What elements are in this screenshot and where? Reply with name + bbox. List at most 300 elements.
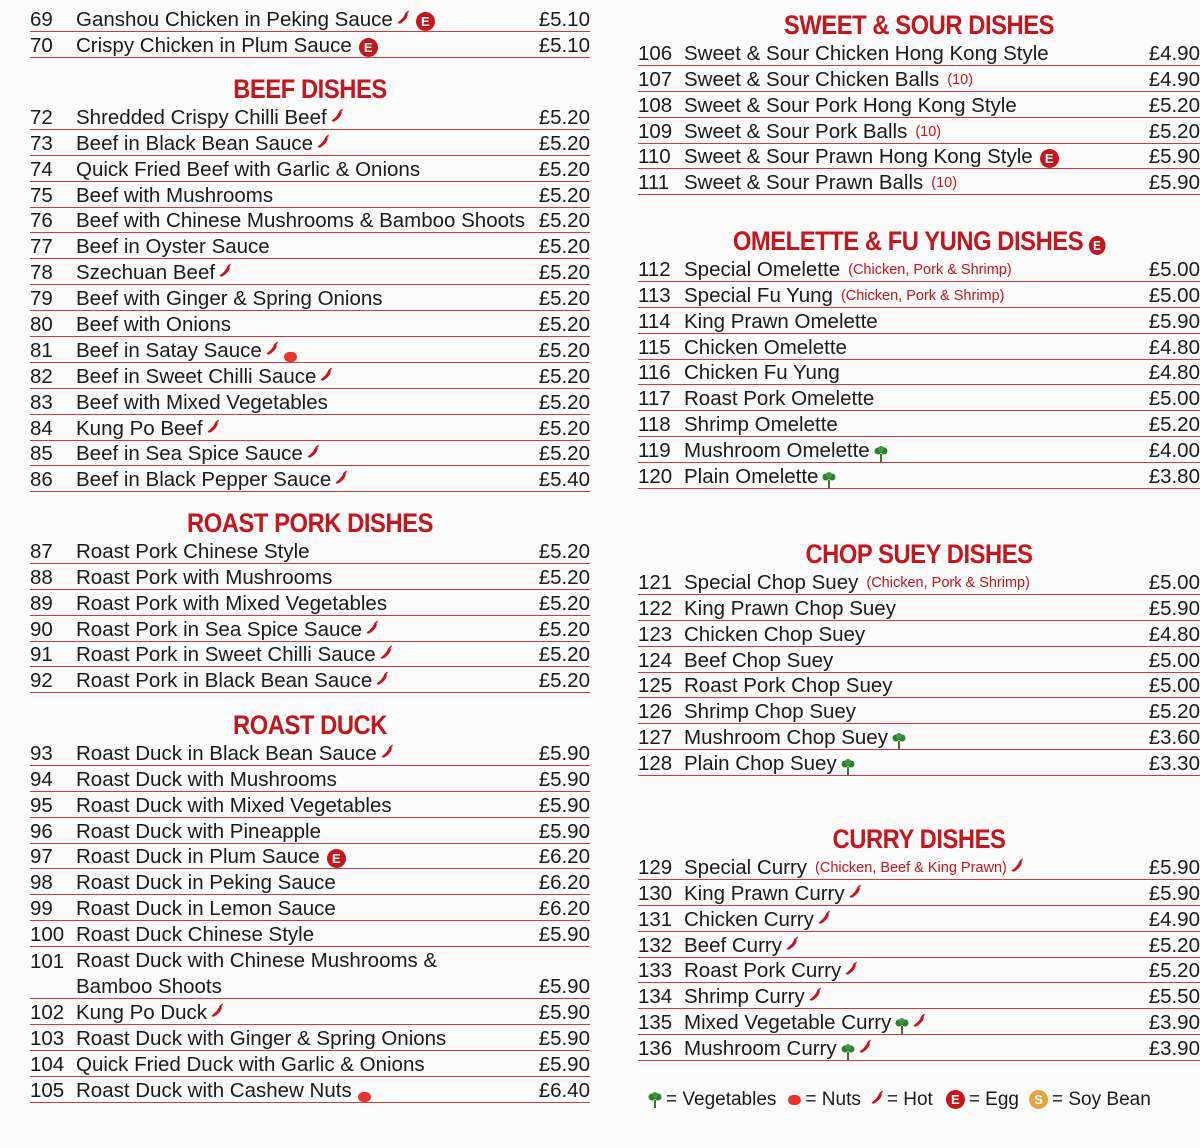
item-name-text: Plain Omelette bbox=[684, 465, 819, 489]
item-note: (10) bbox=[947, 71, 974, 88]
vegetable-icon bbox=[648, 1092, 662, 1108]
item-name-text: Chicken Omelette bbox=[684, 335, 847, 359]
menu-item-row bbox=[638, 360, 1200, 386]
item-price: £5.90 bbox=[538, 1052, 590, 1076]
hot-chilli-icon bbox=[362, 616, 381, 642]
legend-item bbox=[786, 1089, 860, 1111]
item-name bbox=[76, 365, 530, 388]
item-name bbox=[684, 69, 1140, 91]
menu-item-row bbox=[638, 1009, 1200, 1035]
item-number: 88 bbox=[30, 565, 53, 589]
item-name-text: Roast Duck with Mushrooms bbox=[76, 767, 337, 791]
legend-item bbox=[943, 1089, 1019, 1111]
menu-item-row bbox=[30, 616, 590, 642]
item-name-text: Roast Pork with Mushrooms bbox=[76, 565, 333, 589]
menu-item-row bbox=[638, 169, 1200, 195]
item-name bbox=[76, 159, 530, 181]
item-number: 101 bbox=[30, 950, 65, 974]
egg-icon: E bbox=[1088, 236, 1105, 255]
menu-item-row bbox=[30, 415, 590, 441]
menu-item-row bbox=[30, 104, 590, 130]
menu-item-row bbox=[30, 590, 590, 616]
item-name-text: Beef Curry bbox=[684, 933, 782, 957]
hot-chilli-icon bbox=[203, 415, 222, 441]
item-name bbox=[76, 669, 530, 692]
item-number: 84 bbox=[30, 416, 53, 440]
item-price: £5.00 bbox=[1148, 570, 1200, 594]
item-name bbox=[684, 388, 1140, 410]
item-note: (Chicken, Pork & Shrimp) bbox=[840, 287, 1005, 304]
item-name-text: Sweet & Sour Pork Hong Kong Style bbox=[684, 93, 1017, 117]
item-name bbox=[76, 442, 530, 465]
item-name bbox=[684, 1011, 1140, 1034]
item-price: £5.20 bbox=[1148, 959, 1200, 983]
item-name bbox=[76, 924, 530, 946]
menu-item-row bbox=[30, 869, 590, 895]
item-name bbox=[684, 146, 1140, 168]
item-name bbox=[76, 567, 530, 589]
section-title-text: OMELETTE & FU YUNG DISHES bbox=[732, 226, 1084, 256]
menu-section bbox=[638, 539, 1200, 776]
item-name-text: Chicken Fu Yung bbox=[684, 361, 840, 385]
item-name bbox=[684, 43, 1140, 65]
hot-chilli-icon bbox=[1007, 855, 1026, 881]
item-number: 117 bbox=[638, 387, 671, 411]
item-name-text: Szechuan Beef bbox=[76, 261, 216, 285]
item-name bbox=[684, 701, 1140, 723]
item-number: 75 bbox=[30, 183, 53, 207]
hot-chilli-icon bbox=[373, 668, 392, 694]
item-name-text: Roast Duck with Cashew Nuts bbox=[76, 1078, 352, 1102]
item-note: (10) bbox=[931, 175, 958, 192]
item-name-text: Roast Duck with Chinese Mushrooms & bbox=[76, 949, 438, 973]
item-name bbox=[76, 541, 530, 563]
menu-item-row bbox=[638, 906, 1200, 932]
menu-item-row bbox=[638, 595, 1200, 621]
item-name-text: Roast Duck with Mixed Vegetables bbox=[76, 793, 392, 817]
item-name-text: King Prawn Omelette bbox=[684, 309, 878, 333]
item-name bbox=[684, 285, 1140, 307]
item-name bbox=[76, 846, 530, 868]
item-number: 69 bbox=[30, 7, 53, 31]
item-name-text: Roast Pork in Black Bean Sauce bbox=[76, 669, 373, 693]
vegetable-icon bbox=[841, 759, 855, 775]
section-title-text: CURRY DISHES bbox=[832, 824, 1006, 854]
item-name-text: Roast Duck in Peking Sauce bbox=[76, 871, 336, 895]
item-price: £5.20 bbox=[538, 313, 590, 337]
item-number: 133 bbox=[638, 959, 673, 983]
item-price: £3.60 bbox=[1148, 726, 1200, 750]
item-number: 116 bbox=[638, 361, 671, 385]
item-number: 109 bbox=[638, 119, 673, 143]
item-name bbox=[76, 288, 530, 310]
section-title-text: ROAST PORK DISHES bbox=[186, 508, 433, 538]
item-price: £4.00 bbox=[1148, 439, 1200, 463]
item-note: (Chicken, Beef & King Prawn) bbox=[815, 859, 1007, 876]
item-price: £5.20 bbox=[538, 287, 590, 311]
section-title bbox=[64, 710, 557, 740]
item-name-text: Kung Po Duck bbox=[76, 1001, 208, 1025]
item-name bbox=[76, 468, 530, 491]
legend-label: = Hot bbox=[886, 1088, 933, 1110]
legend bbox=[648, 1088, 1151, 1111]
menu-item-row bbox=[30, 208, 590, 234]
menu-item-row bbox=[638, 673, 1200, 699]
item-name bbox=[76, 742, 530, 765]
item-price: £5.20 bbox=[538, 105, 590, 129]
egg-icon: E bbox=[1040, 149, 1059, 168]
item-price: £3.90 bbox=[1148, 1011, 1200, 1035]
hot-chilli-icon bbox=[910, 1010, 929, 1036]
nuts-icon bbox=[284, 352, 297, 362]
menu-item-row bbox=[30, 766, 590, 792]
item-number: 115 bbox=[638, 335, 671, 359]
item-price: £5.10 bbox=[538, 7, 590, 31]
section-title-text: BEEF DISHES bbox=[233, 74, 387, 104]
hot-chilli-icon bbox=[262, 338, 281, 364]
item-number: 72 bbox=[30, 105, 53, 129]
item-number: 80 bbox=[30, 313, 53, 337]
menu-item-row bbox=[30, 466, 590, 492]
item-number: 120 bbox=[638, 465, 673, 489]
hot-chilli-icon bbox=[215, 260, 234, 286]
item-price: £5.20 bbox=[538, 416, 590, 440]
item-number: 79 bbox=[30, 287, 53, 311]
item-name-text: Beef with Ginger & Spring Onions bbox=[76, 287, 383, 311]
item-name-text: Roast Pork Curry bbox=[684, 959, 842, 983]
item-name-text: Roast Pork Omelette bbox=[684, 387, 875, 411]
menu-item-row bbox=[638, 958, 1200, 984]
hot-chilli-icon bbox=[376, 642, 395, 668]
item-name-continued: Bamboo Shoots bbox=[76, 975, 222, 999]
item-name-text: Beef Chop Suey bbox=[684, 648, 834, 672]
egg-icon: E bbox=[327, 849, 346, 868]
item-number: 132 bbox=[638, 933, 673, 957]
item-name bbox=[684, 95, 1140, 117]
item-price: £6.40 bbox=[538, 1078, 590, 1102]
hot-chilli-icon bbox=[855, 1036, 874, 1062]
item-name bbox=[684, 311, 1140, 333]
menu-item-row bbox=[638, 698, 1200, 724]
item-name-text: Sweet & Sour Pork Balls bbox=[684, 119, 908, 143]
vegetable-icon bbox=[895, 1018, 909, 1034]
hot-chilli-icon bbox=[313, 130, 332, 156]
menu-item-row bbox=[30, 740, 590, 766]
item-number: 135 bbox=[638, 1011, 673, 1035]
item-number: 134 bbox=[638, 985, 673, 1009]
item-name-text: Mushroom Omelette bbox=[684, 439, 870, 463]
item-name-text: Roast Pork with Mixed Vegetables bbox=[76, 591, 388, 615]
item-name-text: Shrimp Omelette bbox=[684, 413, 838, 437]
item-name bbox=[76, 339, 530, 362]
item-price: £5.20 bbox=[538, 338, 590, 362]
item-number: 96 bbox=[30, 819, 53, 843]
item-price: £3.80 bbox=[1148, 465, 1200, 489]
menu-item-row bbox=[638, 1035, 1200, 1061]
item-name bbox=[684, 1037, 1140, 1060]
legend-label: = Egg bbox=[968, 1088, 1019, 1110]
hot-chilli-icon bbox=[845, 880, 864, 906]
item-name bbox=[76, 106, 530, 129]
item-name-text: Roast Pork in Sweet Chilli Sauce bbox=[76, 643, 376, 667]
menu-item-row bbox=[638, 437, 1200, 463]
item-price: £5.90 bbox=[538, 923, 590, 947]
item-name bbox=[684, 624, 1140, 646]
menu-item-row bbox=[30, 130, 590, 156]
menu-item-row bbox=[638, 144, 1200, 170]
item-name bbox=[684, 414, 1140, 436]
item-number: 107 bbox=[638, 67, 673, 91]
soy-bean-icon: S bbox=[1029, 1090, 1048, 1109]
item-price: £5.00 bbox=[1148, 674, 1200, 698]
legend-label: = Vegetables bbox=[666, 1088, 777, 1110]
hot-chilli-icon bbox=[207, 1000, 226, 1026]
section-title bbox=[672, 226, 1167, 256]
item-note: (Chicken, Pork & Shrimp) bbox=[848, 261, 1012, 278]
item-price: £5.00 bbox=[1148, 648, 1200, 672]
item-number: 130 bbox=[638, 881, 673, 905]
item-price: £5.20 bbox=[538, 669, 590, 693]
hot-chilli-icon bbox=[327, 105, 346, 131]
menu-item-row bbox=[30, 32, 590, 58]
menu-item-row bbox=[638, 750, 1200, 776]
legend-label: = Soy Bean bbox=[1052, 1088, 1151, 1110]
menu-section bbox=[30, 6, 590, 58]
item-name bbox=[684, 362, 1140, 384]
item-number: 85 bbox=[30, 442, 53, 466]
menu-item-row bbox=[30, 1077, 590, 1103]
item-name bbox=[76, 132, 530, 155]
menu-item-row bbox=[638, 983, 1200, 1009]
item-price: £5.20 bbox=[538, 390, 590, 414]
menu-item-row bbox=[638, 66, 1200, 92]
legend-item bbox=[871, 1088, 933, 1111]
item-number: 81 bbox=[30, 338, 53, 362]
item-name-text: Ganshou Chicken in Peking Sauce bbox=[76, 7, 393, 31]
item-name bbox=[76, 261, 530, 284]
menu-item-row bbox=[30, 1025, 590, 1051]
menu-section bbox=[30, 710, 590, 1103]
menu-item-row bbox=[638, 256, 1200, 282]
menu-item-row bbox=[638, 621, 1200, 647]
item-name-text: Shrimp Curry bbox=[684, 985, 805, 1009]
item-number: 77 bbox=[30, 235, 53, 259]
item-name bbox=[684, 172, 1140, 194]
item-number: 83 bbox=[30, 390, 53, 414]
item-number: 127 bbox=[638, 726, 673, 750]
item-name-text: Roast Duck in Plum Sauce bbox=[76, 845, 320, 869]
menu-item-row bbox=[30, 311, 590, 337]
menu-item-row bbox=[638, 334, 1200, 360]
item-price: £3.90 bbox=[1148, 1037, 1200, 1061]
menu-item-row bbox=[30, 921, 590, 947]
menu-item-row bbox=[30, 1051, 590, 1077]
hot-chilli-icon bbox=[332, 467, 351, 493]
hot-chilli-icon bbox=[867, 1087, 886, 1113]
item-name bbox=[684, 882, 1140, 905]
item-number: 95 bbox=[30, 793, 53, 817]
menu-item-row bbox=[30, 285, 590, 311]
item-name-text: Beef with Mixed Vegetables bbox=[76, 390, 328, 414]
menu-item-row bbox=[638, 282, 1200, 308]
legend-label: = Nuts bbox=[805, 1088, 861, 1110]
item-name bbox=[76, 821, 530, 843]
menu-item-row bbox=[638, 854, 1200, 880]
menu-section bbox=[638, 824, 1200, 1061]
item-number: 121 bbox=[638, 570, 673, 594]
menu-item-row bbox=[638, 647, 1200, 673]
item-name-text: Beef in Black Bean Sauce bbox=[76, 131, 314, 155]
menu-item-row bbox=[638, 411, 1200, 437]
menu-item-row bbox=[30, 233, 590, 259]
item-number: 112 bbox=[638, 257, 671, 281]
item-name-text: Sweet & Sour Prawn Hong Kong Style bbox=[684, 145, 1033, 169]
item-number: 108 bbox=[638, 93, 673, 117]
item-name bbox=[76, 593, 530, 615]
menu-section bbox=[638, 226, 1200, 489]
item-name bbox=[684, 675, 1140, 697]
menu-item-row bbox=[30, 667, 590, 693]
item-name bbox=[76, 1028, 530, 1050]
menu-item-row bbox=[30, 792, 590, 818]
item-price: £5.20 bbox=[538, 591, 590, 615]
item-price: £5.20 bbox=[538, 442, 590, 466]
item-name-text: Shrimp Chop Suey bbox=[684, 700, 857, 724]
item-number: 93 bbox=[30, 741, 53, 765]
item-number: 124 bbox=[638, 648, 673, 672]
item-price: £5.20 bbox=[538, 539, 590, 563]
item-price: £5.20 bbox=[538, 131, 590, 155]
item-name-text: Mushroom Curry bbox=[684, 1037, 837, 1061]
vegetable-icon bbox=[874, 446, 888, 462]
item-price: £5.20 bbox=[538, 183, 590, 207]
section-title bbox=[64, 74, 557, 104]
item-name-text: Beef with Chinese Mushrooms & Bamboo Shoots bbox=[76, 209, 525, 233]
menu-item-row bbox=[30, 564, 590, 590]
menu-item-row bbox=[30, 441, 590, 467]
item-name bbox=[76, 1054, 530, 1076]
item-name bbox=[76, 417, 530, 440]
item-name bbox=[76, 795, 530, 817]
item-price: £5.50 bbox=[1148, 985, 1200, 1009]
item-name-text: Special Fu Yung bbox=[684, 283, 833, 307]
item-price: £6.20 bbox=[538, 897, 590, 921]
egg-icon: E bbox=[416, 12, 435, 31]
item-number: 97 bbox=[30, 845, 53, 869]
menu-section bbox=[30, 74, 590, 492]
item-price: £4.80 bbox=[1148, 335, 1200, 359]
item-name bbox=[684, 753, 1140, 775]
menu-item-row bbox=[30, 259, 590, 285]
item-name bbox=[684, 259, 1140, 281]
item-number: 104 bbox=[30, 1052, 65, 1076]
item-note: (Chicken, Pork & Shrimp) bbox=[866, 574, 1030, 591]
item-name-text: Special Chop Suey bbox=[684, 570, 859, 594]
item-price: £5.90 bbox=[1148, 171, 1200, 195]
item-name bbox=[684, 908, 1140, 931]
item-price: £5.20 bbox=[538, 235, 590, 259]
item-number: 103 bbox=[30, 1026, 65, 1050]
hot-chilli-icon bbox=[842, 958, 861, 984]
item-name-text: Special Omelette bbox=[684, 257, 841, 281]
item-name bbox=[76, 947, 530, 998]
item-name-text: Plain Chop Suey bbox=[684, 752, 837, 776]
item-name-text: Roast Duck with Ginger & Spring Onions bbox=[76, 1026, 447, 1050]
item-price: £5.00 bbox=[1148, 283, 1200, 307]
item-name-text: Mixed Vegetable Curry bbox=[684, 1011, 892, 1035]
item-price: £5.90 bbox=[1148, 881, 1200, 905]
menu-item-row bbox=[638, 463, 1200, 489]
item-name bbox=[76, 236, 530, 258]
item-number: 99 bbox=[30, 897, 53, 921]
vegetable-icon bbox=[892, 733, 906, 749]
item-name bbox=[76, 898, 530, 920]
item-name bbox=[76, 35, 530, 57]
item-name bbox=[684, 440, 1140, 462]
item-number: 122 bbox=[638, 596, 673, 620]
item-number: 125 bbox=[638, 674, 673, 698]
item-name bbox=[684, 727, 1140, 749]
section-title bbox=[64, 508, 557, 538]
item-name bbox=[76, 210, 530, 232]
item-price: £5.90 bbox=[538, 1001, 590, 1025]
item-number: 105 bbox=[30, 1078, 65, 1102]
item-number: 106 bbox=[638, 41, 673, 65]
section-title-text: CHOP SUEY DISHES bbox=[805, 539, 1033, 569]
item-number: 82 bbox=[30, 364, 53, 388]
item-name bbox=[684, 959, 1140, 982]
item-price: £5.90 bbox=[538, 793, 590, 817]
nuts-icon bbox=[358, 1092, 371, 1102]
item-name bbox=[76, 1001, 530, 1024]
item-price: £5.90 bbox=[1148, 855, 1200, 879]
menu-item-row bbox=[30, 999, 590, 1025]
item-number: 89 bbox=[30, 591, 53, 615]
item-name bbox=[76, 314, 530, 336]
vegetable-icon bbox=[841, 1044, 855, 1060]
hot-chilli-icon bbox=[782, 932, 801, 958]
item-price: £4.90 bbox=[1148, 41, 1200, 65]
item-price: £5.00 bbox=[1148, 257, 1200, 281]
section-title bbox=[672, 824, 1167, 854]
menu-item-row bbox=[30, 844, 590, 870]
item-name-text: Special Curry bbox=[684, 855, 808, 879]
item-name bbox=[684, 934, 1140, 957]
item-number: 94 bbox=[30, 767, 53, 791]
hot-chilli-icon bbox=[303, 441, 322, 467]
item-price: £5.90 bbox=[538, 767, 590, 791]
item-name-text: Crispy Chicken in Plum Sauce bbox=[76, 33, 352, 57]
section-title-text: SWEET & SOUR DISHES bbox=[783, 10, 1055, 40]
item-name-text: Chicken Chop Suey bbox=[684, 622, 866, 646]
item-name bbox=[76, 872, 530, 894]
item-name bbox=[684, 121, 1140, 143]
item-number: 129 bbox=[638, 855, 673, 879]
item-price: £5.90 bbox=[538, 1026, 590, 1050]
item-name-text: Roast Duck in Lemon Sauce bbox=[76, 897, 336, 921]
item-price: £3.30 bbox=[1148, 752, 1200, 776]
item-price: £5.90 bbox=[538, 975, 590, 999]
hot-chilli-icon bbox=[814, 906, 833, 932]
menu-item-row bbox=[30, 895, 590, 921]
item-number: 78 bbox=[30, 261, 53, 285]
item-price: £6.20 bbox=[538, 871, 590, 895]
menu-item-row bbox=[30, 642, 590, 668]
item-number: 76 bbox=[30, 209, 53, 233]
menu-item-row bbox=[30, 6, 590, 32]
legend-item bbox=[648, 1089, 776, 1111]
hot-chilli-icon bbox=[317, 363, 336, 389]
